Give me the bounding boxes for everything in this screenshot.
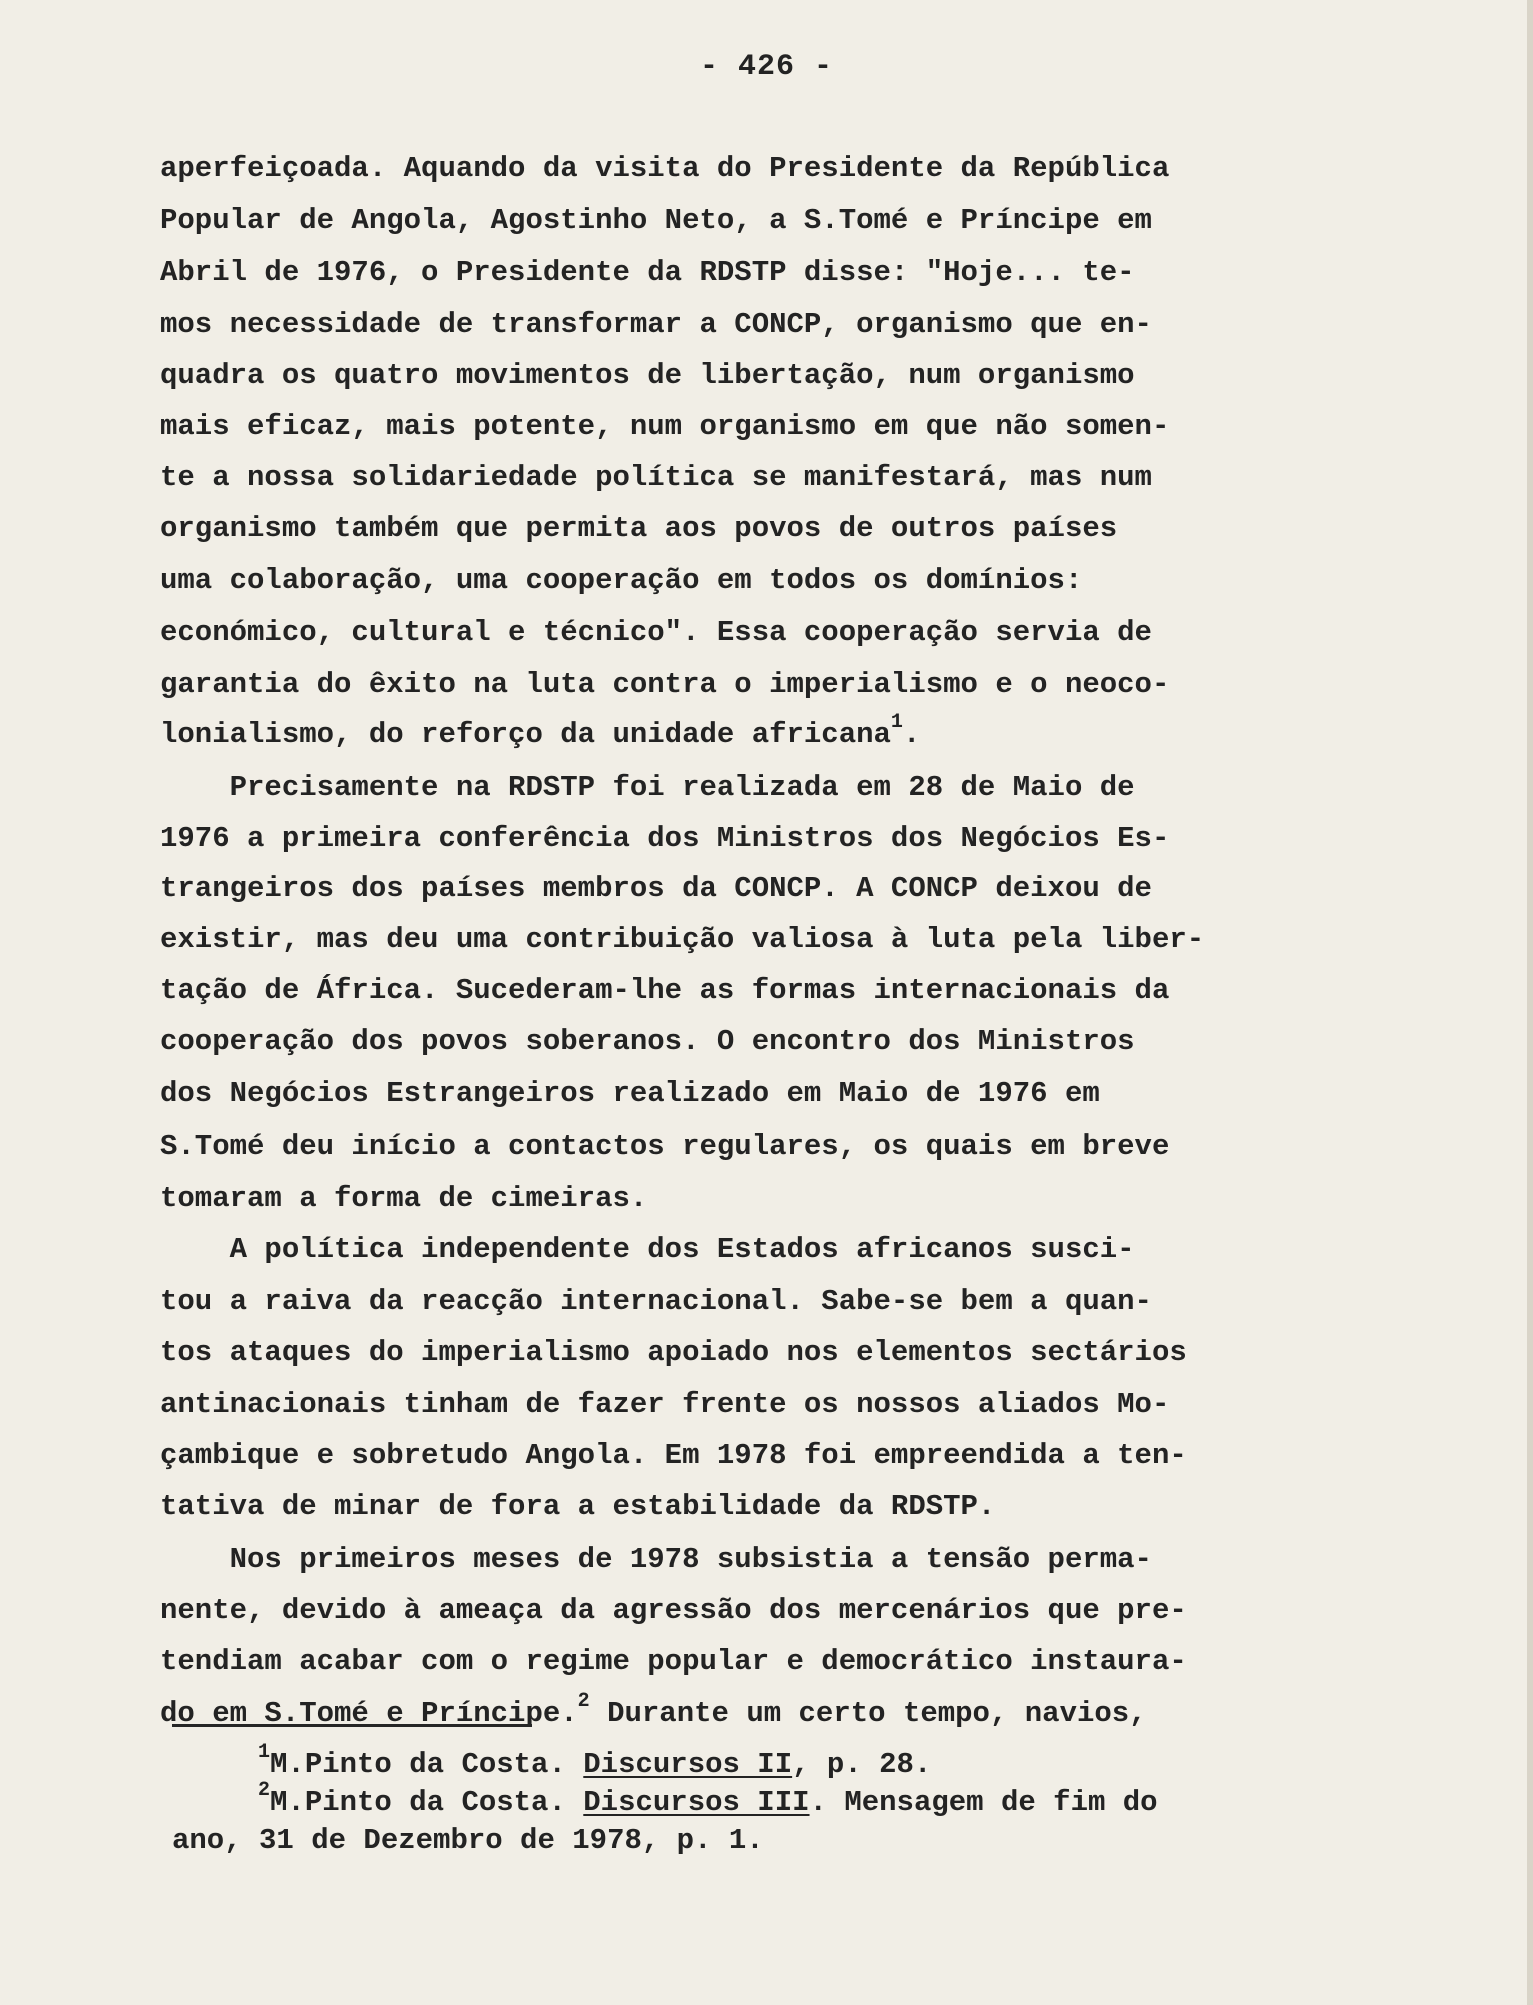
body-line: tomaram a forma de cimeiras. bbox=[160, 1182, 648, 1215]
footnote-1 bbox=[258, 1741, 932, 1781]
body-line: uma colaboração, uma cooperação em todos os domínios: bbox=[160, 564, 1083, 597]
line-end-period: . bbox=[902, 718, 921, 751]
body-line: existir, mas deu uma contribuição valiosa à luta pela liber- bbox=[160, 923, 1205, 956]
body-line: cooperação dos povos soberanos. O encontro dos Ministros bbox=[160, 1025, 1135, 1058]
footnote-1-author: M.Pinto da Costa. bbox=[270, 1748, 584, 1781]
body-line: Precisamente na RDSTP foi realizada em 28 de Maio de bbox=[160, 771, 1135, 804]
body-line: quadra os quatro movimentos de libertação, num organismo bbox=[160, 359, 1135, 392]
body-line: mais eficaz, mais potente, num organismo em que não somen- bbox=[160, 410, 1170, 443]
body-line: organismo também que permita aos povos de outros países bbox=[160, 512, 1118, 545]
footnote-1-title: Discursos II bbox=[583, 1748, 793, 1781]
body-line: tativa de minar de fora a estabilidade da RDSTP. bbox=[160, 1490, 996, 1523]
body-line: trangeiros dos países membros da CONCP. A CONCP deixou de bbox=[160, 872, 1152, 905]
body-line: A política independente dos Estados africanos susci- bbox=[160, 1233, 1135, 1266]
footnote-separator bbox=[172, 1724, 532, 1727]
body-line: Abril de 1976, o Presidente da RDSTP disse: "Hoje... te- bbox=[160, 256, 1135, 289]
footnote-2-number: 2 bbox=[258, 1779, 271, 1803]
body-line-with-ref bbox=[160, 711, 921, 751]
footnote-ref-2: 2 bbox=[577, 1690, 590, 1714]
body-line: tou a raiva da reacção internacional. Sabe-se bem a quan- bbox=[160, 1285, 1152, 1318]
body-line: te a nossa solidariedade política se manifestará, mas num bbox=[160, 461, 1152, 494]
page-edge bbox=[1527, 0, 1533, 2005]
footnote-2-detail: . Mensagem de fim do bbox=[809, 1786, 1158, 1819]
body-line: dos Negócios Estrangeiros realizado em Maio de 1976 em bbox=[160, 1077, 1100, 1110]
body-line: S.Tomé deu início a contactos regulares, os quais em breve bbox=[160, 1130, 1170, 1163]
body-line: antinacionais tinham de fazer frente os nossos aliados Mo- bbox=[160, 1388, 1170, 1421]
body-line: nente, devido à ameaça da agressão dos mercenários que pre- bbox=[160, 1594, 1187, 1627]
body-line-text: do em S.Tomé e Príncipe. bbox=[160, 1697, 578, 1730]
body-line: tos ataques do imperialismo apoiado nos elementos sectários bbox=[160, 1336, 1187, 1369]
body-line: tendiam acabar com o regime popular e democrático instaura- bbox=[160, 1645, 1187, 1678]
body-line: aperfeiçoada. Aquando da visita do Presidente da República bbox=[160, 152, 1170, 185]
body-line: Nos primeiros meses de 1978 subsistia a tensão perma- bbox=[160, 1543, 1152, 1576]
body-line: 1976 a primeira conferência dos Ministros dos Negócios Es- bbox=[160, 822, 1170, 855]
body-line: económico, cultural e técnico". Essa cooperação servia de bbox=[160, 616, 1152, 649]
footnote-1-page: , p. 28. bbox=[792, 1748, 932, 1781]
body-line: garantia do êxito na luta contra o imperialismo e o neoco- bbox=[160, 668, 1170, 701]
body-line-text: Durante um certo tempo, navios, bbox=[589, 1697, 1147, 1730]
page-number: - 426 - bbox=[699, 50, 834, 84]
body-line: mos necessidade de transformar a CONCP, organismo que en- bbox=[160, 308, 1152, 341]
footnote-ref-1: 1 bbox=[890, 711, 903, 735]
footnote-2 bbox=[258, 1779, 1158, 1819]
footnote-2-continuation: ano, 31 de Dezembro de 1978, p. 1. bbox=[172, 1824, 764, 1857]
footnote-2-author: M.Pinto da Costa. bbox=[270, 1786, 584, 1819]
footnote-2-title: Discursos III bbox=[583, 1786, 810, 1819]
body-line: Popular de Angola, Agostinho Neto, a S.Tomé e Príncipe em bbox=[160, 204, 1152, 237]
footnote-1-number: 1 bbox=[258, 1741, 271, 1765]
body-line: tação de África. Sucederam-lhe as formas internacionais da bbox=[160, 974, 1170, 1007]
body-line: çambique e sobretudo Angola. Em 1978 foi empreendida a ten- bbox=[160, 1439, 1187, 1472]
body-line-text: lonialismo, do reforço da unidade africana bbox=[160, 718, 891, 751]
